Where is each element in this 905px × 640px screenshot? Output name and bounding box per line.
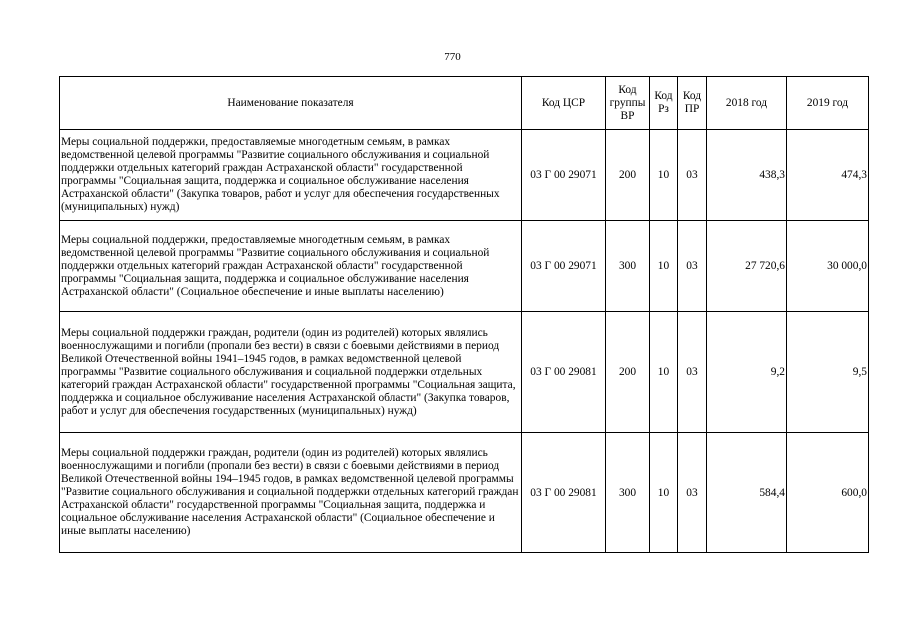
cell-year-2019: 474,3 xyxy=(787,130,869,221)
header-name: Наименование показателя xyxy=(60,77,522,130)
cell-csr: 03 Г 00 29071 xyxy=(522,130,606,221)
header-year-2018: 2018 год xyxy=(707,77,787,130)
cell-pr: 03 xyxy=(678,312,707,433)
cell-name: Меры социальной поддержки граждан, родители (один из родителей) которых являлись военнослужащими и погибли (пропали без вести) в связи с боевыми действиями в период Великой Отечественной войны 1941–1945 годов, в рамках ведомственной целевой программы "Развитие социального обслуживания и социальной поддержки отдельных категорий граждан Астраханской области" государственной программы "Социальная защита, поддержка и социальное обслуживание населения Астраханской области" (Закупка товаров, работ и услуг для обеспечения государственных (муниципальных) нужд) xyxy=(60,312,522,433)
page-number: 770 xyxy=(444,51,461,63)
cell-rz: 10 xyxy=(650,221,678,312)
cell-vr: 200 xyxy=(606,130,650,221)
header-csr: Код ЦСР xyxy=(522,77,606,130)
header-vr: Код группы ВР xyxy=(606,77,650,130)
cell-year-2018: 438,3 xyxy=(707,130,787,221)
cell-csr: 03 Г 00 29081 xyxy=(522,312,606,433)
cell-pr: 03 xyxy=(678,221,707,312)
cell-pr: 03 xyxy=(678,130,707,221)
table-row xyxy=(60,433,869,553)
cell-vr: 200 xyxy=(606,312,650,433)
cell-csr: 03 Г 00 29071 xyxy=(522,221,606,312)
cell-name: Меры социальной поддержки, предоставляемые многодетным семьям, в рамках ведомственной целевой программы "Развитие социального обслуживания и социальной поддержки отдельных категорий граждан Астраханской области" государственной программы "Социальная защита, поддержка и социальное обслуживание населения Астраханской области" (Социальное обеспечение и иные выплаты населению) xyxy=(60,221,522,312)
cell-year-2018: 27 720,6 xyxy=(707,221,787,312)
cell-name: Меры социальной поддержки, предоставляемые многодетным семьям, в рамках ведомственной целевой программы "Развитие социального обслуживания и социальной поддержки отдельных категорий граждан Астраханской области" государственной программы "Социальная защита, поддержка и социальное обслуживание населения Астраханской области" (Закупка товаров, работ и услуг для обеспечения государственных (муниципальных) нужд) xyxy=(60,130,522,221)
header-pr: Код ПР xyxy=(678,77,707,130)
cell-rz: 10 xyxy=(650,433,678,553)
cell-name: Меры социальной поддержки граждан, родители (один из родителей) которых являлись военнослужащими и погибли (пропали без вести) в связи с боевыми действиями в период Великой Отечественной войны 194–1945 годов, в рамках ведомственной целевой программы "Развитие социального обслуживания и социальной поддержки отдельных категорий граждан Астраханской области" государственной программы "Социальная защита, поддержка и социальное обслуживание населения Астраханской области" (Социальное обеспечение и иные выплаты населению) xyxy=(60,433,522,553)
cell-year-2019: 9,5 xyxy=(787,312,869,433)
cell-rz: 10 xyxy=(650,312,678,433)
header-rz: Код Рз xyxy=(650,77,678,130)
table-row xyxy=(60,130,869,221)
header-year-2019: 2019 год xyxy=(787,77,869,130)
cell-pr: 03 xyxy=(678,433,707,553)
cell-csr: 03 Г 00 29081 xyxy=(522,433,606,553)
cell-rz: 10 xyxy=(650,130,678,221)
cell-year-2018: 584,4 xyxy=(707,433,787,553)
table-header-row xyxy=(60,77,869,130)
cell-year-2018: 9,2 xyxy=(707,312,787,433)
budget-table xyxy=(59,76,869,553)
cell-year-2019: 30 000,0 xyxy=(787,221,869,312)
cell-vr: 300 xyxy=(606,221,650,312)
table-row xyxy=(60,221,869,312)
table-row xyxy=(60,312,869,433)
cell-vr: 300 xyxy=(606,433,650,553)
cell-year-2019: 600,0 xyxy=(787,433,869,553)
